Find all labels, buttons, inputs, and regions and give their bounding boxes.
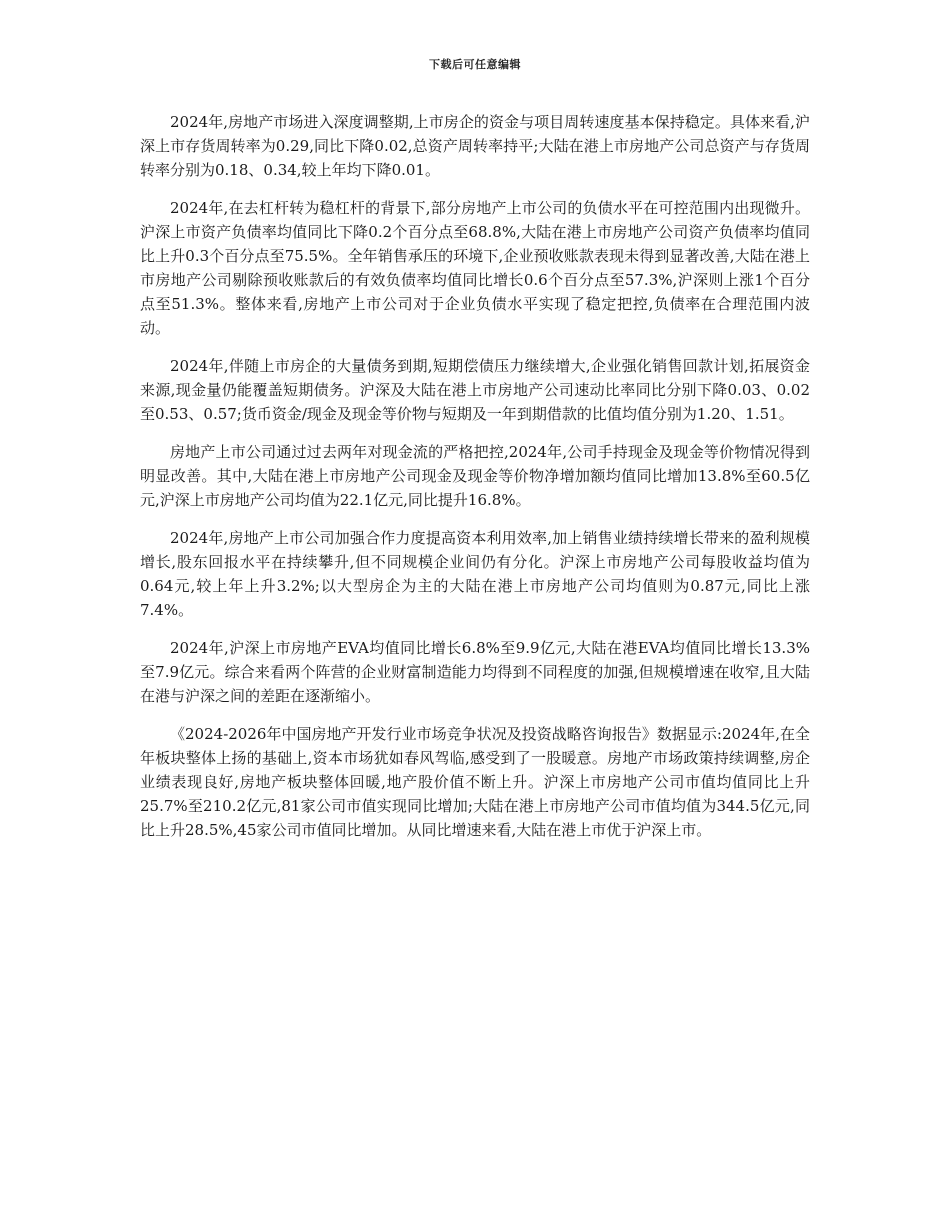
page-header: 下载后可任意编辑 xyxy=(429,58,521,71)
paragraph-shareholder-return: 2024年,房地产上市公司加强合作力度提高资本利用效率,加上销售业绩持续增长带来的盈利规模增长,股东回报水平在持续攀升,但不同规模企业间仍有分化。沪深上市房地产公司每股收益均值为0.64元,较上年上升3.2%;以大型房企为主的大陆在港上市房地产公司均值则为0.87元,同比上涨7.4%。 xyxy=(140,529,810,619)
paragraph-cash-flow: 房地产上市公司通过过去两年对现金流的严格把控,2024年,公司手持现金及现金等价物情况得到明显改善。其中,大陆在港上市房地产公司现金及现金等价物净增加额均值同比增加13.8%至60.5亿元,沪深上市房地产公司均值为22.1亿元,同比提升16.8%。 xyxy=(140,443,810,509)
paragraph-inventory-turnover: 2024年,房地产市场进入深度调整期,上市房企的资金与项目周转速度基本保持稳定。具体来看,沪深上市存货周转率为0.29,同比下降0.02,总资产周转率持平;大陆在港上市房地产公司总资产与存货周转率分别为0.18、0.34,较上年均下降0.01。 xyxy=(140,113,810,179)
paragraph-market-value: 《2024-2026年中国房地产开发行业市场竞争状况及投资战略咨询报告》数据显示:2024年,在全年板块整体上扬的基础上,资本市场犹如春风驾临,感受到了一股暖意。房地产市场政策持续调整,房企业绩表现良好,房地产板块整体回暖,地产股价值不断上升。沪深上市房地产公司市值均值同比上升25.7%至210.2亿元,81家公司市值实现同比增加;大陆在港上市房地产公司市值均值为344.5亿元,同比上升28.5%,45家公司市值同比增加。从同比增速来看,大陆在港上市优于沪深上市。 xyxy=(140,725,810,839)
document-body xyxy=(140,110,810,856)
paragraph-short-term-debt: 2024年,伴随上市房企的大量债务到期,短期偿债压力继续增大,企业强化销售回款计划,拓展资金来源,现金量仍能覆盖短期债务。沪深及大陆在港上市房地产公司速动比率同比分别下降0.03、0.02至0.53、0.57;货币资金/现金及现金等价物与短期及一年到期借款的比值均值分别为1.20、1.51。 xyxy=(140,357,810,423)
paragraph-eva: 2024年,沪深上市房地产EVA均值同比增长6.8%至9.9亿元,大陆在港EVA均值同比增长13.3%至7.9亿元。综合来看两个阵营的企业财富制造能力均得到不同程度的加强,但规模增速在收窄,且大陆在港与沪深之间的差距在逐渐缩小。 xyxy=(140,639,810,705)
paragraph-debt-ratio: 2024年,在去杠杆转为稳杠杆的背景下,部分房地产上市公司的负债水平在可控范围内出现微升。沪深上市资产负债率均值同比下降0.2个百分点至68.8%,大陆在港上市房地产公司资产负债率均值同比上升0.3个百分点至75.5%。全年销售承压的环境下,企业预收账款表现未得到显著改善,大陆在港上市房地产公司剔除预收账款后的有效负债率均值同比增长0.6个百分点至57.3%,沪深则上涨1个百分点至51.3%。整体来看,房地产上市公司对于企业负债水平实现了稳定把控,负债率在合理范围内波动。 xyxy=(140,199,810,337)
